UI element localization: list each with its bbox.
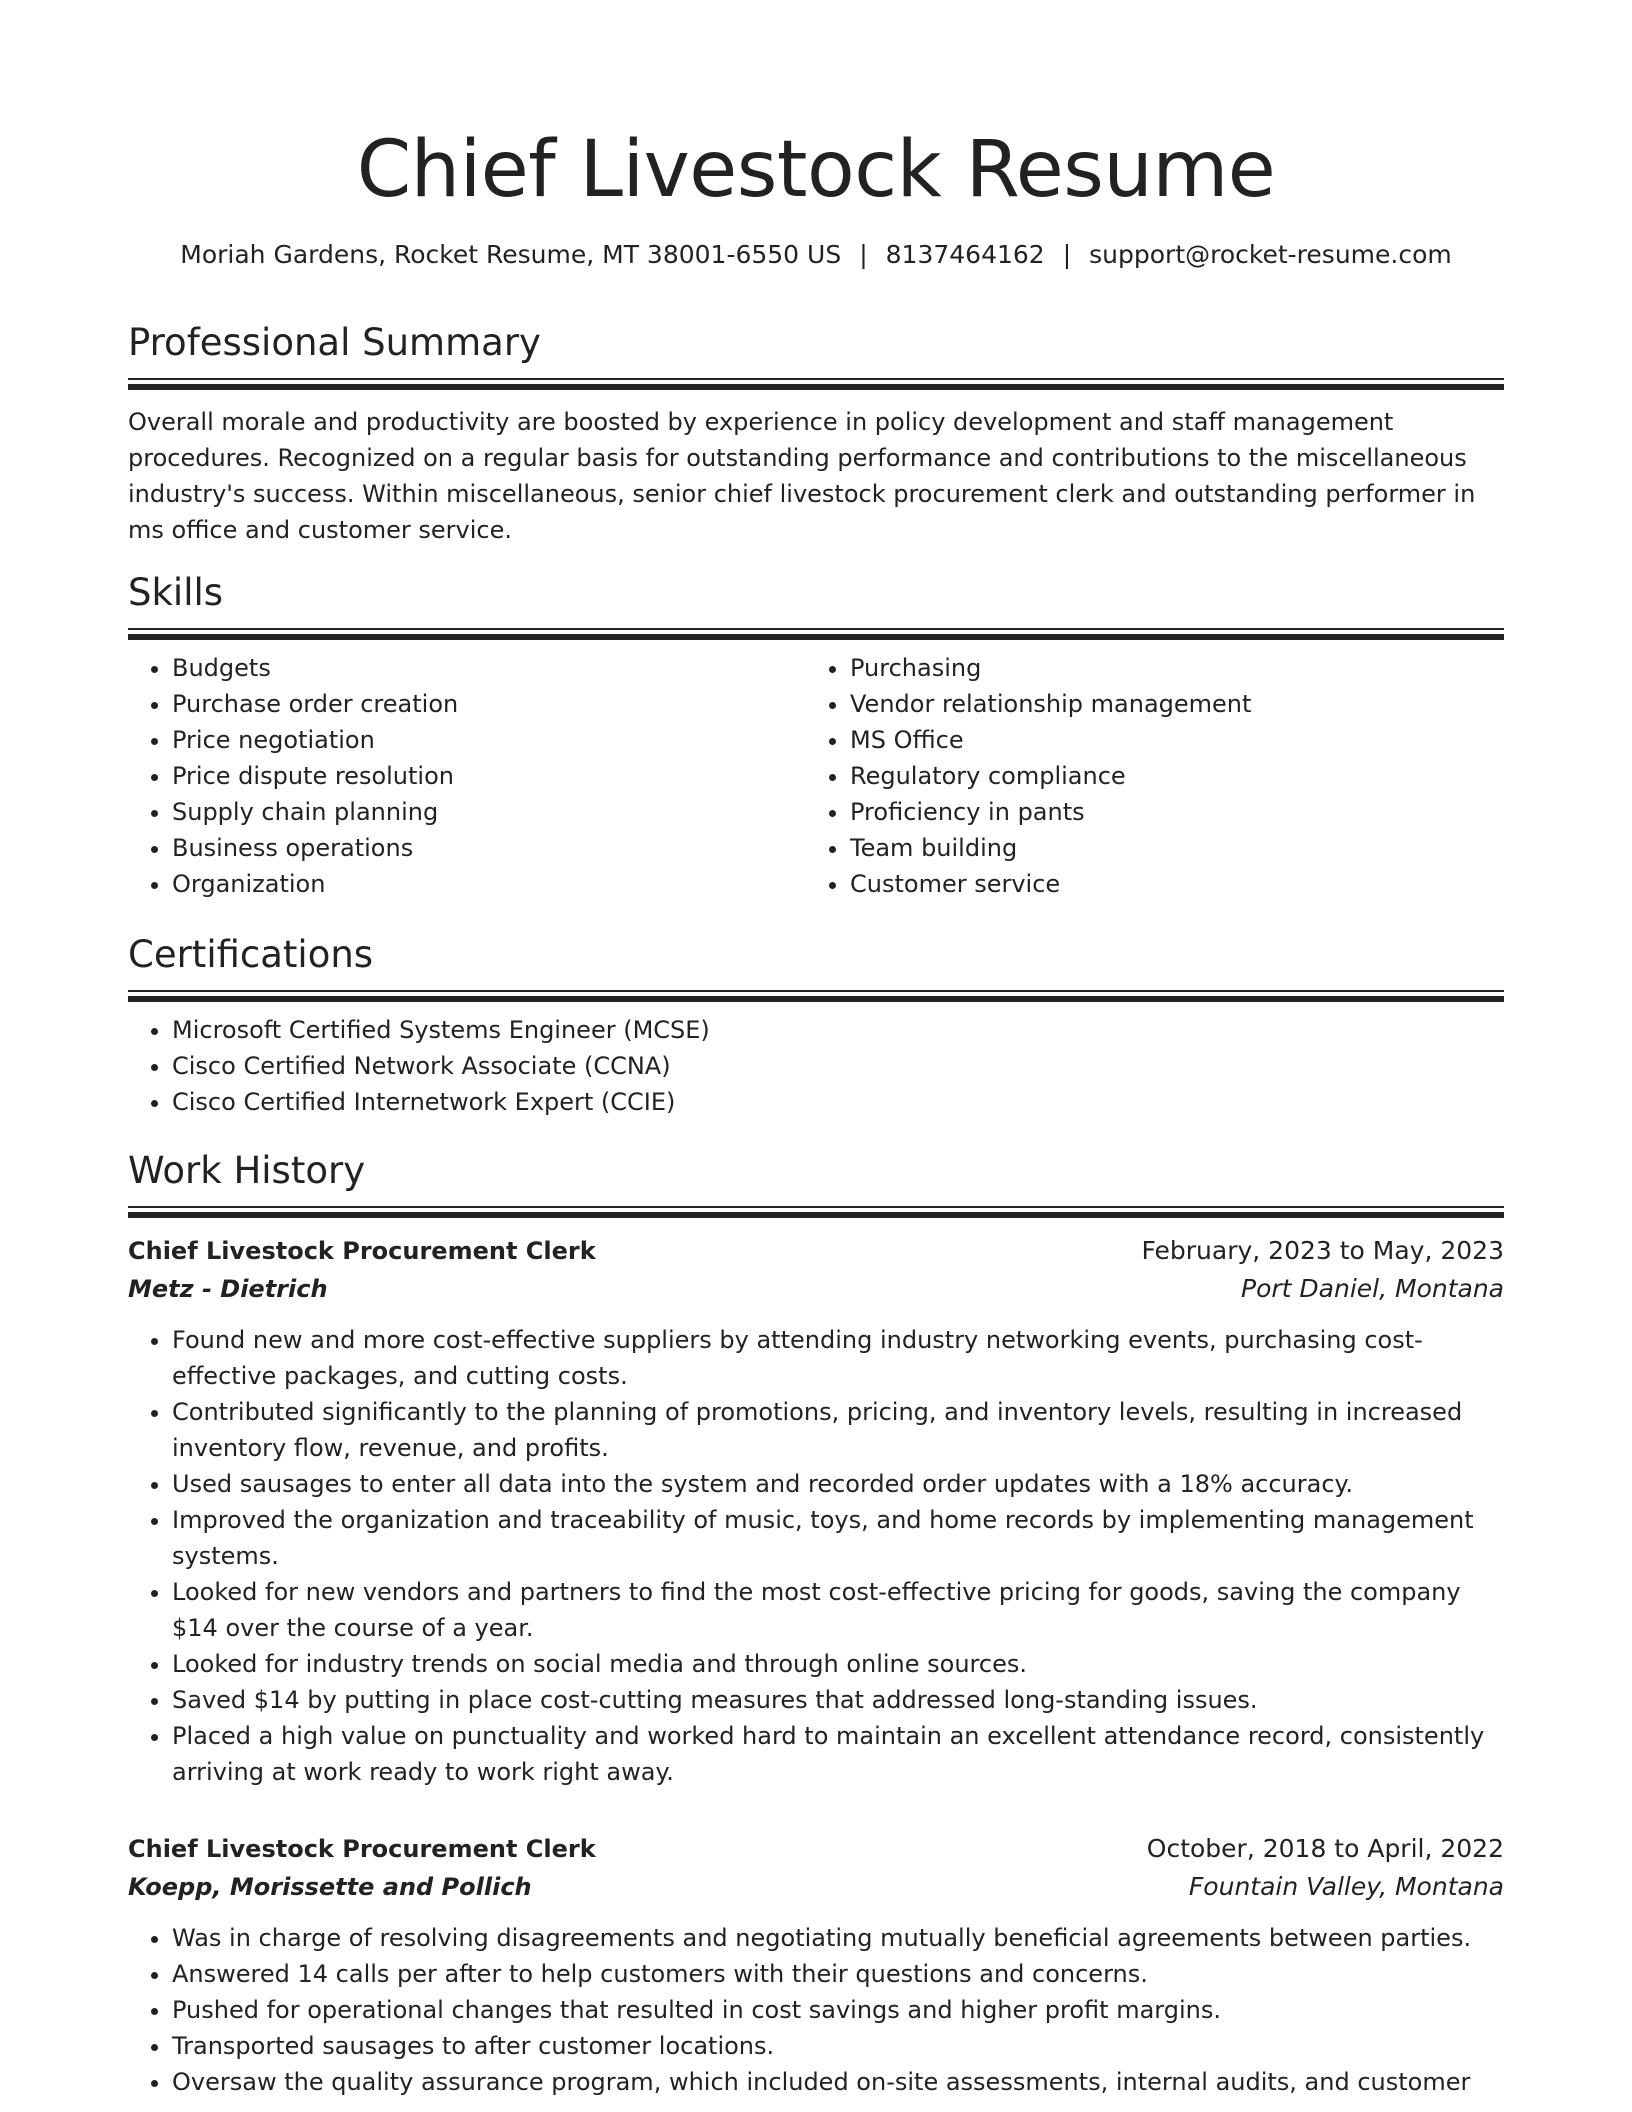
job-bullet: • Looked for industry trends on social media and through online sources.: [172, 1646, 1504, 1682]
skills-list-left: [128, 650, 806, 902]
job-dates: February, 2023 to May, 2023: [1141, 1236, 1504, 1265]
job-dates: October, 2018 to April, 2022: [1146, 1834, 1504, 1863]
skill-item: • Price negotiation: [172, 722, 806, 758]
section-heading: Certifications: [128, 933, 374, 976]
job-bullet: • Contributed significantly to the planning of promotions, pricing, and inventory levels, resulting in increased inventory flow, revenue, and profits.: [172, 1394, 1504, 1466]
contact-separator: |: [1062, 240, 1072, 269]
job-location: Port Daniel, Montana: [1241, 1274, 1504, 1303]
section-heading: Work History: [128, 1149, 366, 1192]
section-certifications: [128, 932, 1504, 1120]
skill-item: • Purchase order creation: [172, 686, 806, 722]
skill-item: • Budgets: [172, 650, 806, 686]
skill-item: • MS Office: [850, 722, 1484, 758]
skill-item: • Purchasing: [850, 650, 1484, 686]
skill-item: • Supply chain planning: [172, 794, 806, 830]
job-bullet: • Was in charge of resolving disagreements and negotiating mutually beneficial agreements between parties.: [172, 1920, 1504, 1956]
resume-page: [128, 0, 1504, 2100]
contact-phone: 8137464162: [885, 240, 1045, 269]
contact-address: Moriah Gardens, Rocket Resume, MT 38001-6550 US: [180, 240, 842, 269]
job-subheader-row: [128, 1868, 1504, 1906]
section-work-history: [128, 1148, 1504, 2100]
section-heading: Professional Summary: [128, 321, 541, 364]
job-bullet: • Found new and more cost-effective suppliers by attending industry networking events, purchasing cost-effective packages, and cutting costs.: [172, 1322, 1504, 1394]
section-skills: [128, 570, 1504, 902]
job-title: Chief Livestock Procurement Clerk: [128, 1835, 596, 1863]
contact-email: support@rocket-resume.com: [1089, 240, 1452, 269]
job-header-row: [128, 1232, 1504, 1270]
resume-title: Chief Livestock Resume: [356, 125, 1276, 215]
skill-item: • Regulatory compliance: [850, 758, 1484, 794]
job-bullet: • Improved the organization and traceability of music, toys, and home records by implementing management systems.: [172, 1502, 1504, 1574]
job-bullet: • Answered 14 calls per after to help customers with their questions and concerns.: [172, 1956, 1504, 1992]
contact-line: [128, 238, 1504, 272]
skill-item: • Organization: [172, 866, 806, 902]
section-divider: [128, 378, 1504, 390]
skill-item: • Business operations: [172, 830, 806, 866]
section-heading: Skills: [128, 571, 224, 614]
skills-list-right: [806, 650, 1484, 902]
job-bullet: • Pushed for operational changes that resulted in cost savings and higher profit margins.: [172, 1992, 1504, 2028]
section-divider: [128, 1206, 1504, 1218]
job-bullet: • Placed a high value on punctuality and worked hard to maintain an excellent attendance record, consistently arriving at work ready to work right away.: [172, 1718, 1504, 1790]
job-bullet: • Transported sausages to after customer locations.: [172, 2028, 1504, 2064]
job-bullet: • Looked for new vendors and partners to find the most cost-effective pricing for goods, saving the company $14 over the course of a year.: [172, 1574, 1504, 1646]
job-entry: [128, 1232, 1504, 1790]
job-location: Fountain Valley, Montana: [1188, 1872, 1504, 1901]
skill-item: • Team building: [850, 830, 1484, 866]
section-divider: [128, 628, 1504, 640]
job-header-row: [128, 1830, 1504, 1868]
job-bullet: • Saved $14 by putting in place cost-cutting measures that addressed long-standing issues.: [172, 1682, 1504, 1718]
certification-item: • Cisco Certified Internetwork Expert (CCIE): [172, 1084, 1504, 1120]
certifications-list: [128, 1012, 1504, 1120]
job-bullets: [128, 1322, 1504, 1790]
job-bullet: • Oversaw the quality assurance program, which included on-site assessments, internal audits, and customer: [172, 2064, 1504, 2100]
job-bullet: • Used sausages to enter all data into the system and recorded order updates with a 18% accuracy.: [172, 1466, 1504, 1502]
certification-item: • Cisco Certified Network Associate (CCNA): [172, 1048, 1504, 1084]
job-company: Koepp, Morissette and Pollich: [128, 1873, 532, 1901]
job-title: Chief Livestock Procurement Clerk: [128, 1237, 596, 1265]
skill-item: • Customer service: [850, 866, 1484, 902]
skill-item: • Price dispute resolution: [172, 758, 806, 794]
job-entry: [128, 1830, 1504, 2100]
certification-item: • Microsoft Certified Systems Engineer (MCSE): [172, 1012, 1504, 1048]
skill-item: • Proficiency in pants: [850, 794, 1484, 830]
section-divider: [128, 990, 1504, 1002]
contact-separator: |: [859, 240, 868, 269]
job-company: Metz - Dietrich: [128, 1275, 328, 1303]
job-bullets: [128, 1920, 1504, 2100]
section-professional-summary: [128, 320, 1504, 548]
summary-text: Overall morale and productivity are boosted by experience in policy development and staff management procedures. Recognized on a regular basis for outstanding performance and contributions to the miscellaneous industry's success. Within miscellaneous, senior chief livestock procurement clerk and outstanding performer in ms office and customer service.: [128, 408, 1476, 544]
skill-item: • Vendor relationship management: [850, 686, 1484, 722]
job-subheader-row: [128, 1270, 1504, 1308]
skills-columns: [128, 650, 1504, 902]
